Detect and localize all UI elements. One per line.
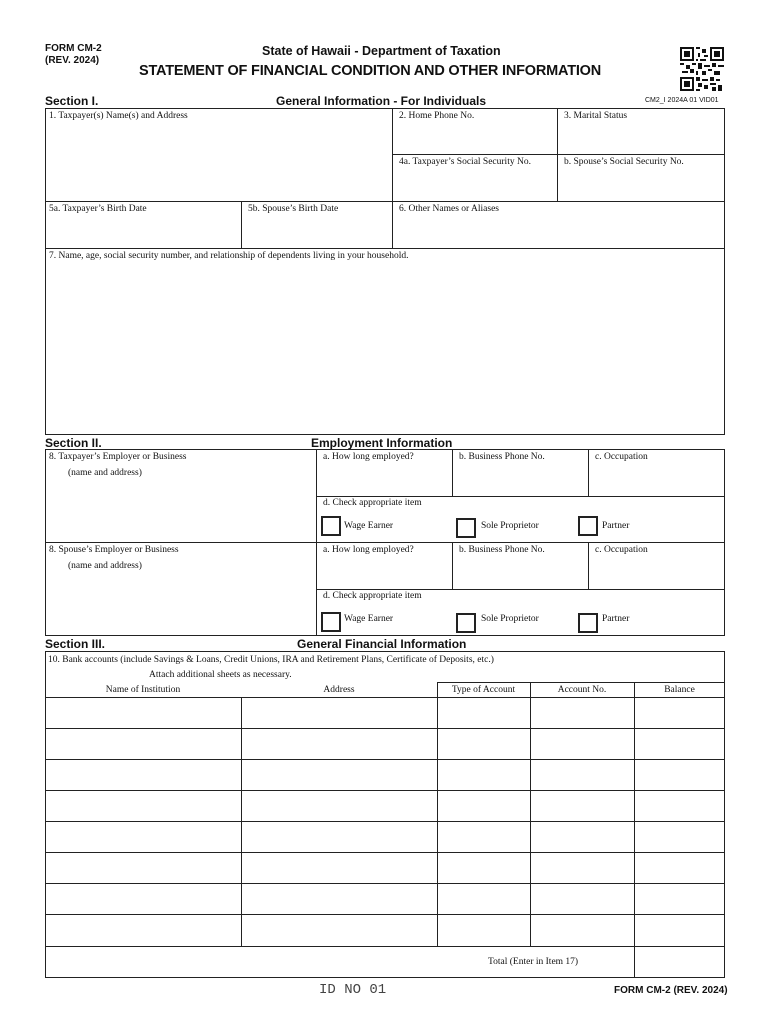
spouse-wage-earner-label: Wage Earner — [344, 614, 394, 624]
dependents-field[interactable] — [46, 249, 724, 434]
home-phone-field[interactable] — [393, 109, 556, 153]
spouse-employer-sublabel: (name and address) — [68, 561, 142, 571]
taxpayer-partner-checkbox[interactable] — [578, 516, 598, 536]
table-row[interactable] — [46, 698, 724, 727]
section-1-label: Section I. — [45, 94, 99, 108]
bank-accounts-label: 10. Bank accounts (include Savings & Loans, Credit Unions, IRA and Retirement Plans, Certificate of Deposits, etc.) — [48, 655, 494, 665]
home-phone-label: 2. Home Phone No. — [399, 111, 475, 121]
spouse-birth-date-label: 5b. Spouse’s Birth Date — [248, 204, 339, 214]
taxpayer-birth-date-label: 5a. Taxpayer’s Birth Date — [49, 204, 147, 214]
taxpayer-ssn-label: 4a. Taxpayer’s Social Security No. — [399, 157, 531, 167]
form-title: STATEMENT OF FINANCIAL CONDITION AND OTHER INFORMATION — [139, 63, 602, 79]
taxpayer-how-long-field[interactable] — [317, 450, 451, 495]
dependents-label: 7. Name, age, social security number, and relationship of dependents living in your household. — [49, 251, 409, 261]
total-balance-field[interactable] — [635, 947, 724, 977]
table-row[interactable] — [46, 915, 724, 945]
marital-status-label: 3. Marital Status — [564, 111, 628, 121]
table-row[interactable] — [46, 884, 724, 913]
column-header-address: Address — [323, 685, 355, 695]
column-header-account-type: Type of Account — [451, 685, 516, 695]
spouse-partner-label: Partner — [602, 614, 630, 624]
taxpayer-sole-proprietor-label: Sole Proprietor — [481, 521, 539, 531]
taxpayer-occupation-label: c. Occupation — [595, 452, 648, 462]
taxpayer-employer-label: 8. Taxpayer’s Employer or Business — [49, 452, 187, 462]
taxpayer-birth-date-field[interactable] — [46, 202, 240, 247]
spouse-business-phone-field[interactable] — [453, 543, 587, 588]
table-row[interactable] — [46, 729, 724, 758]
taxpayer-name-address-label: 1. Taxpayer(s) Name(s) and Address — [49, 111, 188, 121]
spouse-how-long-label: a. How long employed? — [323, 545, 414, 555]
taxpayer-how-long-label: a. How long employed? — [323, 452, 414, 462]
taxpayer-ssn-field[interactable] — [393, 155, 556, 200]
taxpayer-sole-proprietor-checkbox[interactable] — [456, 518, 476, 538]
other-names-field[interactable] — [393, 202, 724, 247]
spouse-employer-field[interactable] — [46, 543, 315, 635]
taxpayer-wage-earner-checkbox[interactable] — [321, 516, 341, 536]
spouse-ssn-field[interactable] — [558, 155, 724, 200]
form-revision: (REV. 2024) — [45, 55, 100, 66]
spouse-occupation-label: c. Occupation — [595, 545, 648, 555]
form-id: FORM CM-2 — [45, 43, 102, 54]
column-header-balance: Balance — [664, 685, 695, 695]
taxpayer-check-item-label: d. Check appropriate item — [323, 498, 422, 508]
footer-form-id: FORM CM-2 (REV. 2024) — [614, 985, 728, 996]
taxpayer-partner-label: Partner — [602, 521, 630, 531]
total-label: Total (Enter in Item 17) — [488, 957, 579, 967]
form-code: CM2_I 2024A 01 VID01 — [645, 97, 719, 104]
taxpayer-business-phone-field[interactable] — [453, 450, 587, 495]
spouse-wage-earner-checkbox[interactable] — [321, 612, 341, 632]
section-2-title: Employment Information — [311, 436, 453, 450]
column-header-account-no: Account No. — [557, 685, 607, 695]
id-number: ID NO 01 — [319, 982, 387, 998]
spouse-business-phone-label: b. Business Phone No. — [459, 545, 545, 555]
other-names-label: 6. Other Names or Aliases — [399, 204, 499, 214]
spouse-employer-label: 8. Spouse’s Employer or Business — [49, 545, 179, 555]
table-row[interactable] — [46, 853, 724, 882]
spouse-occupation-field[interactable] — [589, 543, 724, 588]
section-1-title: General Information - For Individuals — [276, 94, 487, 108]
taxpayer-wage-earner-label: Wage Earner — [344, 521, 394, 531]
spouse-check-item-label: d. Check appropriate item — [323, 591, 422, 601]
qr-code-icon — [680, 47, 724, 91]
table-row[interactable] — [46, 791, 724, 820]
spouse-sole-proprietor-label: Sole Proprietor — [481, 614, 539, 624]
section-2-label: Section II. — [45, 436, 102, 450]
table-row[interactable] — [46, 760, 724, 789]
column-header-institution: Name of Institution — [105, 685, 181, 695]
spouse-how-long-field[interactable] — [317, 543, 451, 588]
agency-name: State of Hawaii - Department of Taxation — [262, 44, 501, 58]
section-3-title: General Financial Information — [297, 637, 467, 651]
table-row[interactable] — [46, 822, 724, 851]
section-3-label: Section III. — [45, 637, 106, 651]
spouse-birth-date-field[interactable] — [242, 202, 391, 247]
spouse-partner-checkbox[interactable] — [578, 613, 598, 633]
marital-status-field[interactable] — [558, 109, 724, 153]
attach-sheets-note: Attach additional sheets as necessary. — [149, 670, 292, 680]
spouse-sole-proprietor-checkbox[interactable] — [456, 613, 476, 633]
taxpayer-employer-field[interactable] — [46, 450, 315, 541]
taxpayer-business-phone-label: b. Business Phone No. — [459, 452, 545, 462]
taxpayer-occupation-field[interactable] — [589, 450, 724, 495]
spouse-ssn-label: b. Spouse’s Social Security No. — [564, 157, 684, 167]
taxpayer-name-address-field[interactable] — [46, 109, 391, 200]
taxpayer-employer-sublabel: (name and address) — [68, 468, 142, 478]
